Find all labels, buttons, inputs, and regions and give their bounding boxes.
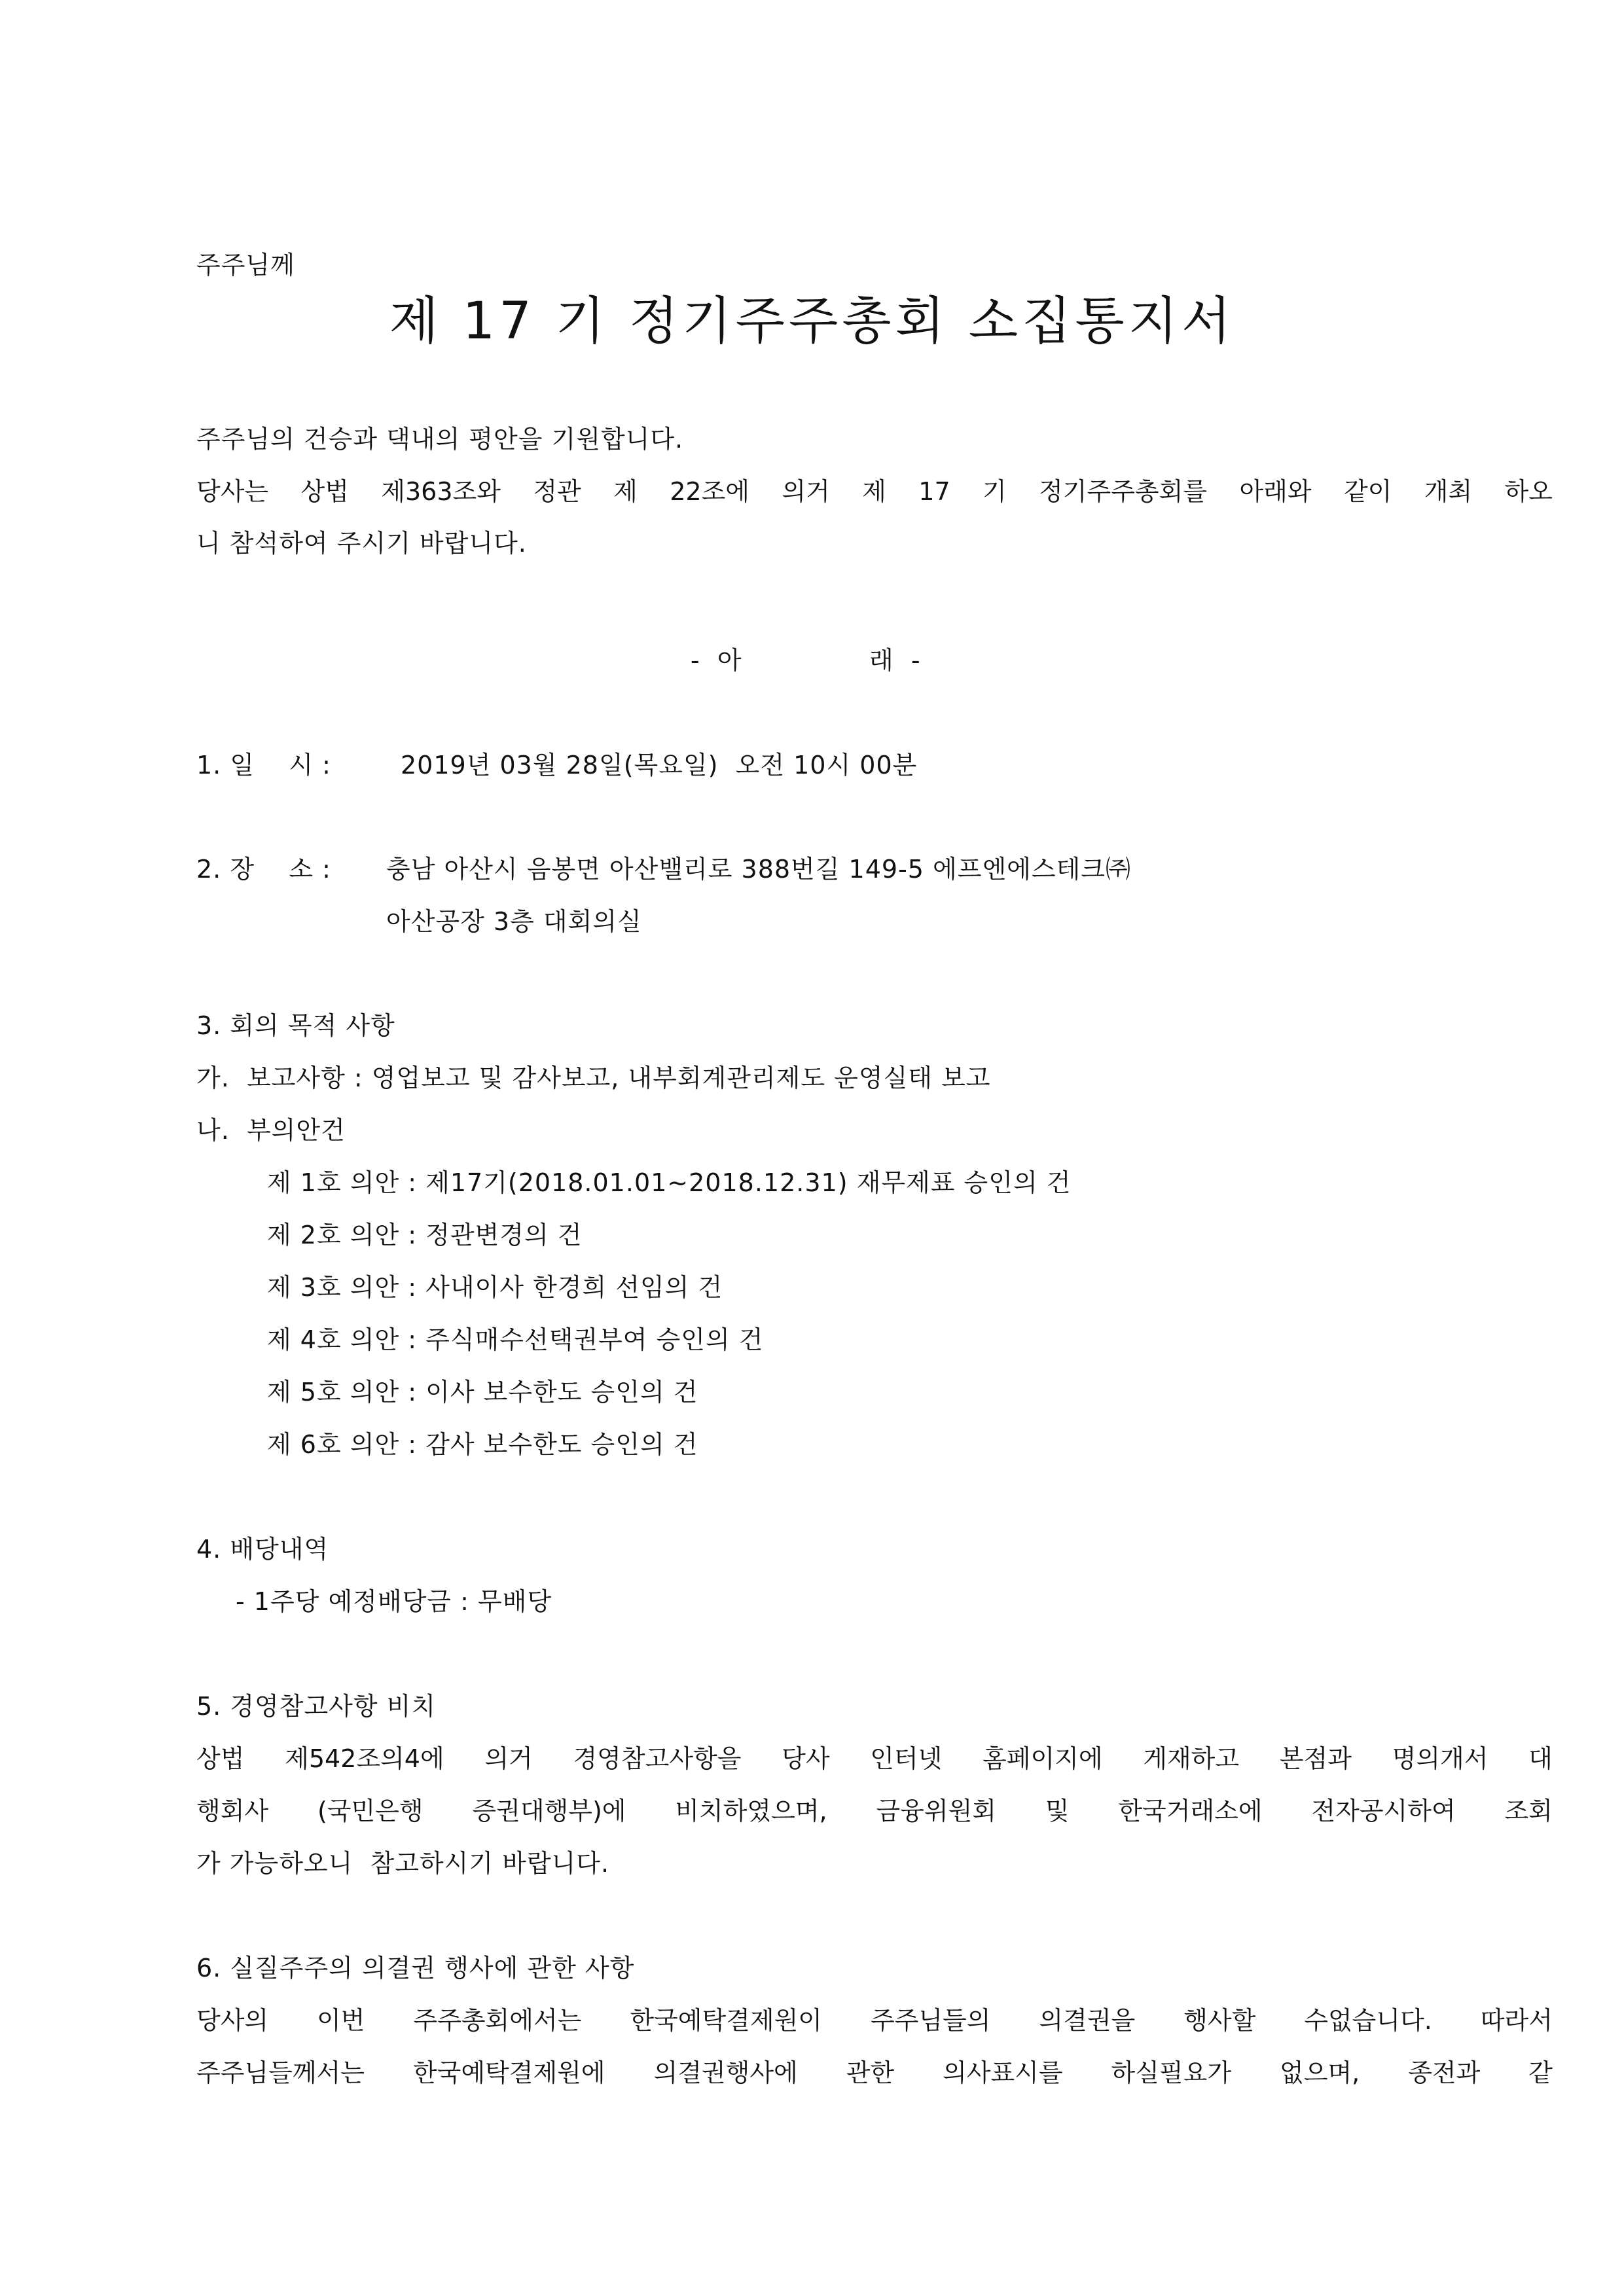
- word: 주주총회에서는: [413, 2006, 582, 2035]
- date-value: 2019년 03월 28일(목요일) 오전 10시 00분: [401, 751, 918, 780]
- word: 당사: [782, 1744, 830, 1773]
- voting-line-2: [196, 2060, 1553, 2085]
- intro-line-1: [196, 479, 1553, 504]
- word: 당사는: [196, 477, 269, 506]
- word: 제: [862, 477, 886, 506]
- word: 같이: [1343, 477, 1392, 506]
- word: 게재하고: [1143, 1744, 1240, 1773]
- agenda-item-2: 제 2호 의안 : 정관변경의 건: [267, 1221, 583, 1249]
- word: 조회: [1504, 1797, 1553, 1825]
- word: 비치하였으며,: [675, 1797, 827, 1825]
- word: 의결권행사에: [653, 2058, 798, 2087]
- date-label: 1. 일 시 :: [196, 751, 331, 780]
- word: 없으며,: [1280, 2058, 1360, 2087]
- page-title: 제 17 기 정기주주총회 소집통지서: [389, 292, 1235, 351]
- resolution-heading: 나. 부의안건: [196, 1116, 346, 1145]
- word: 주주님들의: [870, 2006, 991, 2035]
- word: 정관: [533, 477, 581, 506]
- salutation: 주주님께: [196, 251, 295, 279]
- word: 기: [983, 477, 1007, 506]
- reference-line-3: 가 가능하오니 참고하시기 바랍니다.: [196, 1849, 610, 1878]
- intro-line-2: 니 참석하여 주시기 바랍니다.: [196, 529, 527, 558]
- word: 상법: [300, 477, 349, 506]
- reference-line-2: [196, 1799, 1553, 1823]
- venue-room: 아산공장 3층 대회의실: [386, 907, 642, 936]
- word: 관한: [846, 2058, 895, 2087]
- word: 개최: [1424, 477, 1473, 506]
- word: 아래와: [1239, 477, 1312, 506]
- word: 및: [1045, 1797, 1070, 1825]
- word: 한국예탁결제원에: [412, 2058, 605, 2087]
- word: 주주님들께서는: [196, 2058, 365, 2087]
- report-items: 가. 보고사항 : 영업보고 및 감사보고, 내부회계관리제도 운영실태 보고: [196, 1064, 991, 1092]
- word: 따라서: [1480, 2006, 1553, 2035]
- voting-heading: 6. 실질주주의 의결권 행사에 관한 사항: [196, 1954, 635, 1982]
- agenda-item-1: 제 1호 의안 : 제17기(2018.01.01~2018.12.31) 재무제표 승인의 건: [267, 1168, 1072, 1197]
- word: 정기주주총회를: [1039, 477, 1208, 506]
- word: 17: [918, 477, 950, 506]
- word: 의거: [782, 477, 830, 506]
- word: 명의개서: [1392, 1744, 1489, 1773]
- word: 경영참고사항을: [573, 1744, 742, 1773]
- agenda-heading: 3. 회의 목적 사항: [196, 1011, 395, 1040]
- word: 대: [1528, 1744, 1553, 1773]
- word: 제: [613, 477, 638, 506]
- word: 수없습니다.: [1304, 2006, 1432, 2035]
- agenda-item-4: 제 4호 의안 : 주식매수선택권부여 승인의 건: [267, 1325, 764, 1354]
- word: 홈페이지에: [983, 1744, 1103, 1773]
- word: 의거: [484, 1744, 533, 1773]
- word: 한국거래소에: [1118, 1797, 1263, 1825]
- greeting-text: 주주님의 건승과 댁내의 평안을 기원합니다.: [196, 425, 684, 454]
- word: 22조에: [670, 477, 749, 506]
- venue-label: 2. 장 소 :: [196, 855, 331, 884]
- word: 금융위원회: [876, 1797, 996, 1825]
- venue-address: 충남 아산시 음봉면 아산밸리로 388번길 149-5 에프엔에스테크㈜: [386, 855, 1132, 884]
- word: 하오: [1504, 477, 1553, 506]
- dividend-line: - 1주당 예정배당금 : 무배당: [236, 1587, 552, 1616]
- agenda-item-5: 제 5호 의안 : 이사 보수한도 승인의 건: [267, 1378, 698, 1407]
- word: 행회사: [196, 1797, 269, 1825]
- word: 종전과: [1408, 2058, 1481, 2087]
- reference-heading: 5. 경영참고사항 비치: [196, 1692, 437, 1721]
- word: 전자공시하여: [1311, 1797, 1456, 1825]
- word: 제542조의4에: [285, 1744, 444, 1773]
- word: 같: [1528, 2058, 1553, 2087]
- word: (국민은행: [317, 1797, 424, 1825]
- voting-line-1: [196, 2008, 1553, 2033]
- word: 하실필요가: [1111, 2058, 1232, 2087]
- below-marker-left: - 아: [691, 646, 742, 675]
- dividend-heading: 4. 배당내역: [196, 1535, 329, 1564]
- word: 제363조와: [381, 477, 501, 506]
- word: 상법: [196, 1744, 245, 1773]
- word: 증권대행부)에: [472, 1797, 626, 1825]
- agenda-item-6: 제 6호 의안 : 감사 보수한도 승인의 건: [267, 1430, 698, 1459]
- word: 의사표시를: [943, 2058, 1063, 2087]
- word: 당사의: [196, 2006, 269, 2035]
- word: 이번: [317, 2006, 365, 2035]
- word: 한국예탁결제원이: [630, 2006, 822, 2035]
- agenda-item-3: 제 3호 의안 : 사내이사 한경희 선임의 건: [267, 1273, 723, 1302]
- word: 인터넷: [870, 1744, 943, 1773]
- word: 의결권을: [1039, 2006, 1136, 2035]
- reference-line-1: [196, 1746, 1553, 1771]
- below-marker-right: 래 -: [869, 646, 921, 675]
- word: 행사할: [1183, 2006, 1256, 2035]
- word: 본점과: [1279, 1744, 1352, 1773]
